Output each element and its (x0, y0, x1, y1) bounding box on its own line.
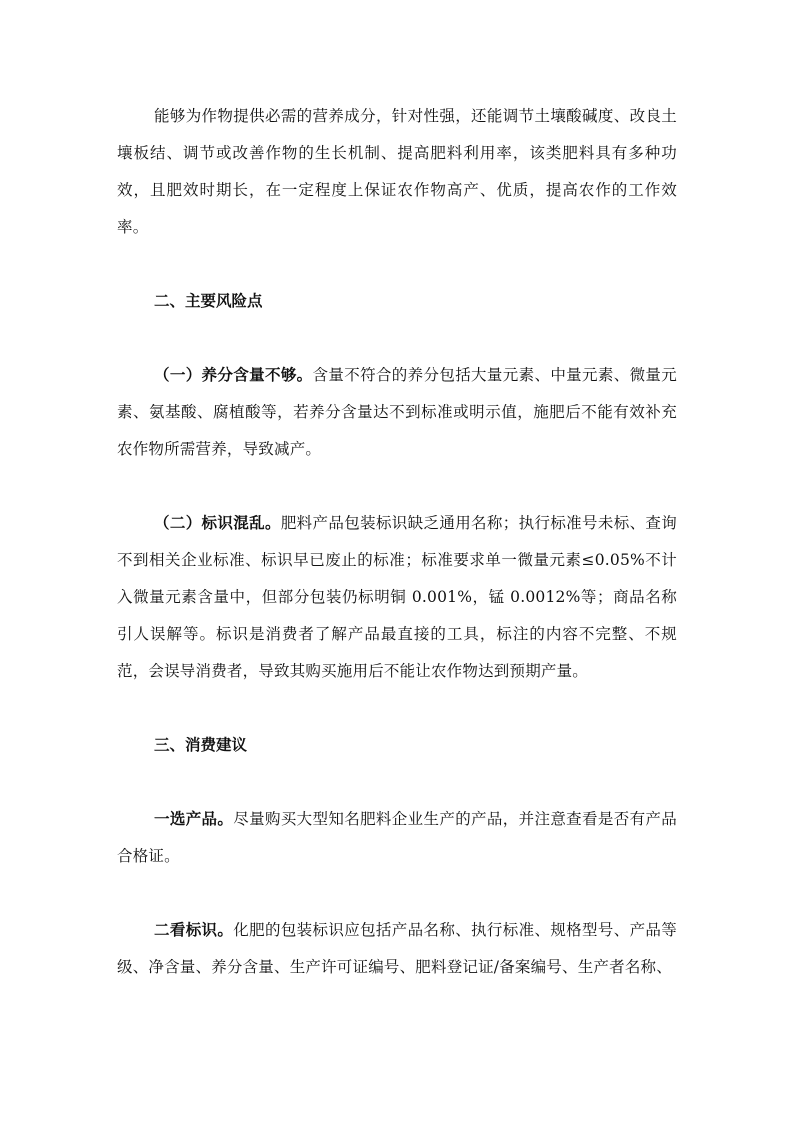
section-3-heading: 三、消费建议 (154, 736, 248, 754)
risk-item-2-body: 肥料产品包装标识缺乏通用名称；执行标准号未标、查询不到相关企业标准、标识早已废止的标准；标准要求单一微量元素≤0.05%不计入微量元素含量中，但部分包装仍标明铜 0.001%，锰 0.0012%等；商品名称引人误解等。标识是消费者了解产品最直接的工具，标注的内容不完整、不规范，会误导消费者，导致其购买施用后不能让农作物达到预期产量。 (117, 514, 677, 680)
risk-item-1-body: 含量不符合的养分包括大量元素、中量元素、微量元素、氨基酸、腐植酸等，若养分含量达不到标准或明示值，施肥后不能有效补充农作物所需营养，导致减产。 (117, 366, 677, 458)
spacer (117, 875, 677, 912)
advice-item-1 (117, 801, 677, 875)
spacer (117, 468, 677, 505)
risk-item-1 (117, 357, 677, 468)
spacer (117, 320, 677, 357)
spacer (117, 690, 677, 727)
risk-item-2 (117, 505, 677, 690)
advice-item-1-lead: 一选产品。 (154, 810, 234, 828)
document-page (117, 98, 677, 986)
risk-item-1-lead: （一）养分含量不够。 (154, 366, 313, 384)
intro-paragraph: 能够为作物提供必需的营养成分，针对性强，还能调节土壤酸碱度、改良土壤板结、调节或改善作物的生长机制、提高肥料利用率，该类肥料具有多种功效，且肥效时期长，在一定程度上保证农作物高产、优质，提高农作的工作效率。 (117, 107, 677, 236)
advice-item-2 (117, 912, 677, 986)
section-2-heading: 二、主要风险点 (154, 292, 263, 310)
advice-item-1-body: 尽量购买大型知名肥料企业生产的产品，并注意查看是否有产品合格证。 (117, 810, 677, 865)
spacer (117, 764, 677, 801)
advice-item-2-lead: 二看标识。 (154, 921, 234, 939)
spacer (117, 246, 677, 283)
risk-item-2-lead: （二）标识混乱。 (154, 514, 281, 532)
advice-item-2-body: 化肥的包装标识应包括产品名称、执行标准、规格型号、产品等级、净含量、养分含量、生产许可证编号、肥料登记证/备案编号、生产者名称、 (117, 921, 677, 976)
